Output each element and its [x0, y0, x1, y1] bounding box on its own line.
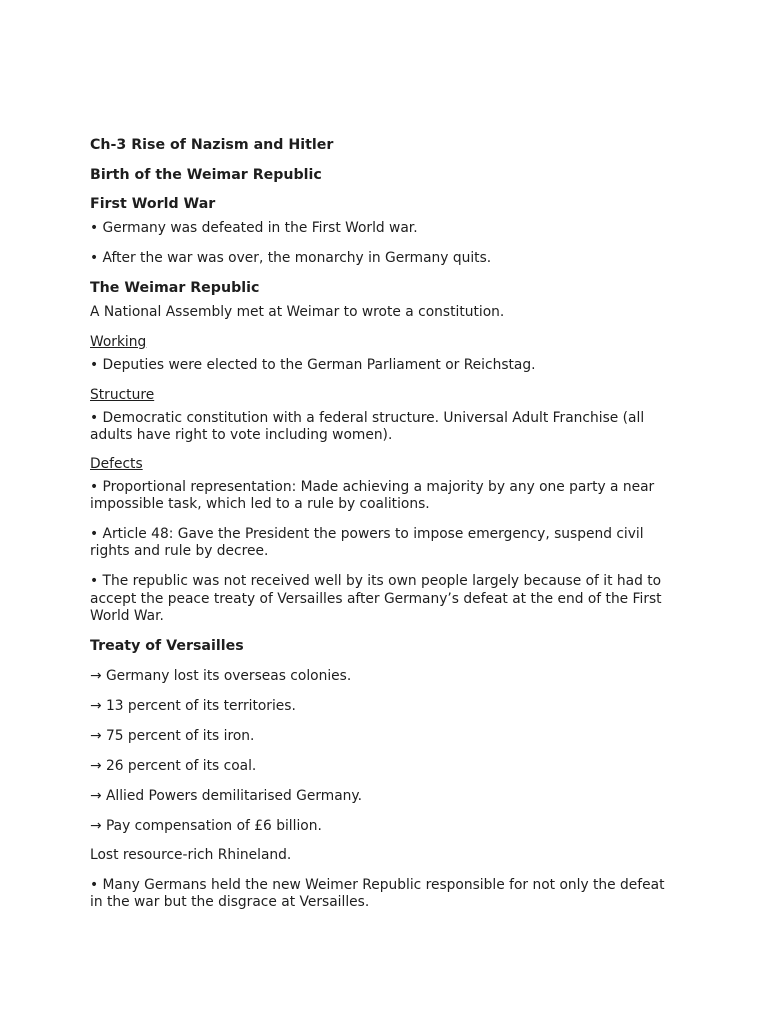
- list-item: → 13 percent of its territories.: [90, 698, 296, 714]
- list-item: • Many Germans held the new Weimer Republic responsible for not only the defeat: [90, 877, 665, 893]
- list-item-continuation: accept the peace treaty of Versailles after Germany’s defeat at the end of the First: [90, 591, 662, 607]
- list-item: → 75 percent of its iron.: [90, 728, 255, 744]
- list-item: • After the war was over, the monarchy in Germany quits.: [90, 250, 492, 266]
- list-item: • Deputies were elected to the German Parliament or Reichstag.: [90, 357, 536, 373]
- heading-weimar-republic: The Weimar Republic: [90, 280, 260, 296]
- list-item-continuation: World War.: [90, 608, 164, 624]
- section-title: Birth of the Weimar Republic: [90, 167, 322, 183]
- list-item: • Germany was defeated in the First World war.: [90, 220, 418, 236]
- list-item-continuation: adults have right to vote including women).: [90, 427, 393, 443]
- list-item: • Proportional representation: Made achieving a majority by any one party a near: [90, 479, 655, 495]
- list-item: → Allied Powers demilitarised Germany.: [90, 788, 363, 804]
- paragraph: A National Assembly met at Weimar to wrote a constitution.: [90, 304, 505, 320]
- heading-first-world-war: First World War: [90, 196, 216, 212]
- list-item: → Pay compensation of £6 billion.: [90, 818, 322, 834]
- list-item-continuation: rights and rule by decree.: [90, 543, 269, 559]
- list-item: • The republic was not received well by its own people largely because of it had to: [90, 573, 662, 589]
- subheading-defects: Defects: [90, 456, 143, 472]
- list-item: → Germany lost its overseas colonies.: [90, 668, 352, 684]
- heading-treaty-of-versailles: Treaty of Versailles: [90, 638, 244, 654]
- chapter-title: Ch-3 Rise of Nazism and Hitler: [90, 137, 334, 153]
- paragraph: Lost resource-rich Rhineland.: [90, 847, 292, 863]
- list-item: • Article 48: Gave the President the powers to impose emergency, suspend civil: [90, 526, 644, 542]
- list-item: → 26 percent of its coal.: [90, 758, 257, 774]
- list-item-continuation: impossible task, which led to a rule by coalitions.: [90, 496, 430, 512]
- list-item-continuation: in the war but the disgrace at Versailles.: [90, 894, 370, 910]
- subheading-working: Working: [90, 334, 147, 350]
- list-item: • Democratic constitution with a federal structure. Universal Adult Franchise (all: [90, 410, 645, 426]
- subheading-structure: Structure: [90, 387, 155, 403]
